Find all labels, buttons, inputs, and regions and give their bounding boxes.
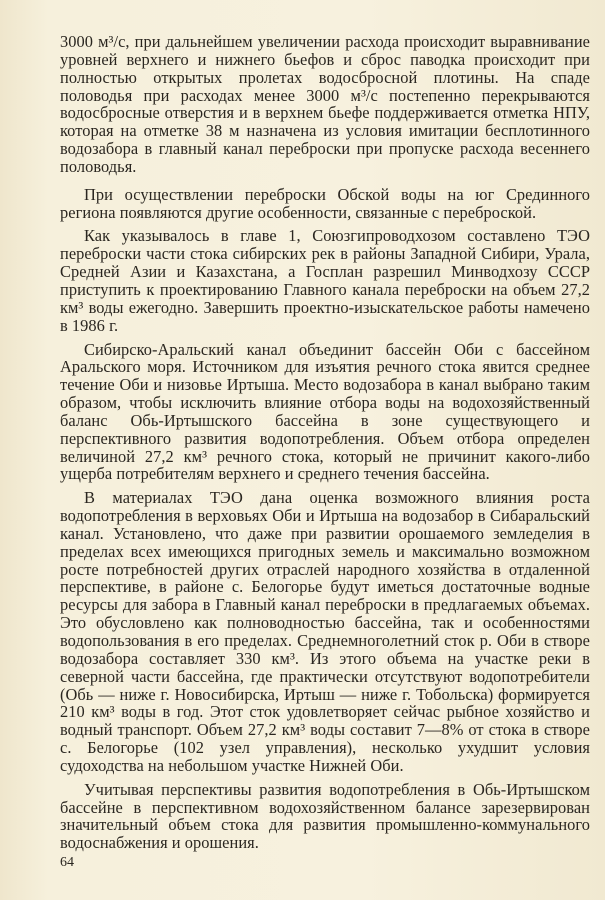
paragraph-ob-water-transfer: При осуществлении переброски Обской воды на юг Срединного региона появляются другие особенности, связанные с переброской.: [60, 184, 590, 222]
paragraph-siberia-aral-canal: Сибирско-Аральский канал объединит бассейн Оби с бассейном Аральского моря. Источником для изъятия речного стока явится среднее течение Оби и низовье Иртыша. Место водозабора в канал выбрано таким образом, чтобы исключить влияние отбора воды на водохозяйственный баланс Обь-Иртышского бассейна в зоне существующего и перспективного развития водопотребления. Объем отбора определен величиной 27,2 км³ речного стока, который не причинит какого-либо ущерба потребителям верхнего и среднего течения бассейна.: [60, 339, 590, 484]
paragraph-continuation: 3000 м³/с, при дальнейшем увеличении расхода происходит выравнивание уровней верхнего и нижнего бьефов и сброс паводка происходит при полностью открытых пролетах водосбросной плотины. На спаде половодья при расходах менее 3000 м³/с постепенно перекрываются водосбросные отверстия и в верхнем бьефе поддерживается отметка НПУ, которая на отметке 38 м назначена из условия имитации бесплотинного водозабора в главный канал переброски при пропуске расхода весеннего половодья.: [60, 32, 590, 176]
paragraph-water-balance-reserve: Учитывая перспективы развития водопотребления в Обь-Иртышском бассейне в перспективном водохозяйственном балансе зарезервирован значительный объем стока для развития промышленно-коммунального водоснабжения и орошения.: [60, 779, 590, 853]
paragraph-teo-feasibility: Как указывалось в главе 1, Союзгипроводхозом составлено ТЭО переброски части стока сибирских рек в районы Западной Сибири, Урала, Средней Азии и Казахстана, а Госплан разрешил Минводхозу СССР приступить к проектированию Главного канала переброски на объем 27,2 км³ воды ежегодно. Завершить проектно-изыскательское работы намечено в 1986 г.: [60, 226, 590, 335]
page-number: 64: [60, 855, 74, 870]
body-text: [60, 33, 590, 852]
paragraph-water-consumption-assessment: В материалах ТЭО дана оценка возможного влияния роста водопотребления в верховьях Оби и Иртыша на водозабор в Сибаральский канал. Установлено, что даже при развитии орошаемого земледелия в пределах всех имеющихся пригодных земель и максимально возможном росте потребностей других отраслей народного хозяйства в отдаленной перспективе, в районе с. Белогорье будут иметься достаточные водные ресурсы для забора в Главный канал переброски в предлагаемых объемах. Это обусловлено как полноводностью бассейна, так и особенностями водопользования в его пределах. Среднемноголетний сток р. Оби в створе водозабора составляет 330 км³. Из этого объема на участке реки в северной части бассейна, где практически отсутствуют водопотребители (Обь — ниже г. Новосибирска, Иртыш — ниже г. Тобольска) формируется 210 км³ воды в год. Этот сток удовлетворяет сейчас рыбное хозяйство и водный транспорт. Объем 27,2 км³ воды составит 7—8% от стока в створе с. Белогорье (102 узел управления), несколько ухудшит условия судоходства на небольшом участке Нижней Оби.: [60, 488, 590, 775]
